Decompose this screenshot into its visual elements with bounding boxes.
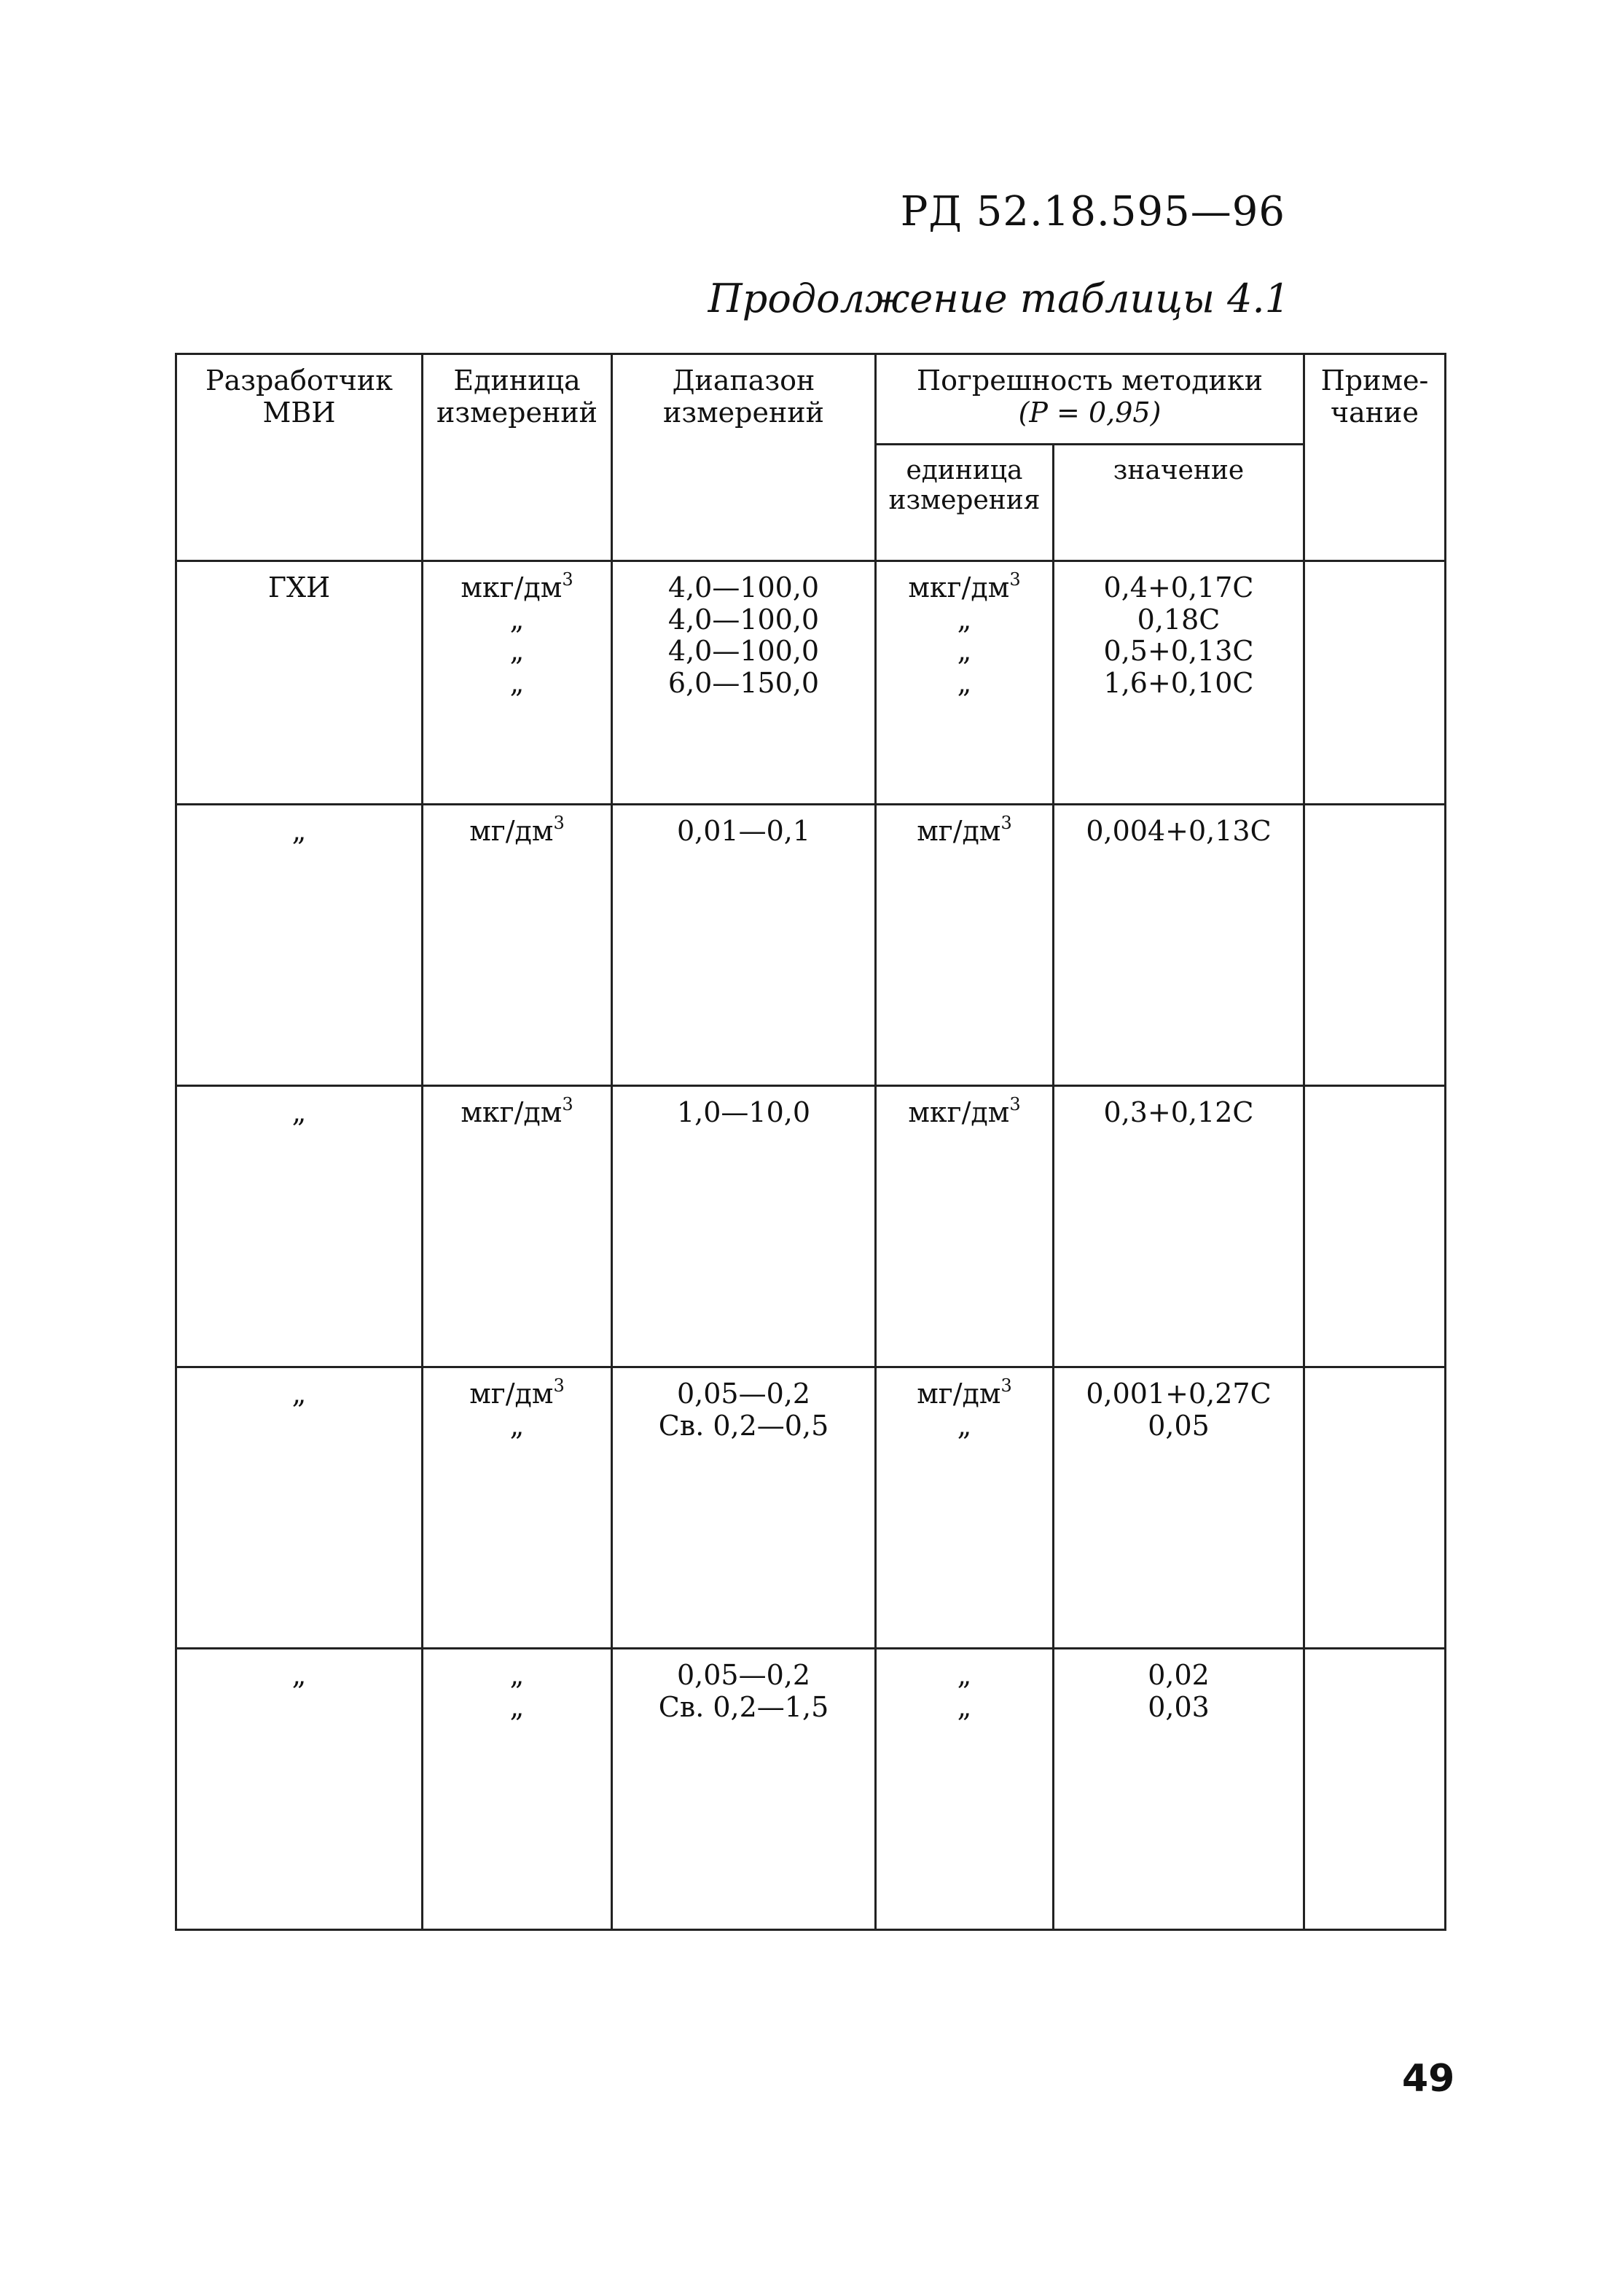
unit-exponent: 3 bbox=[553, 1375, 565, 1396]
cell-note bbox=[1304, 1086, 1446, 1367]
cell-line: „ bbox=[957, 1690, 972, 1723]
cell-line: 4,0—100,0 bbox=[667, 571, 820, 604]
table-row bbox=[176, 1086, 1446, 1367]
cell-error-unit bbox=[876, 805, 1054, 1086]
header-range: Диапазон измерений bbox=[612, 354, 876, 561]
cell-line: „ bbox=[509, 635, 525, 668]
cell-line: мкг/$дм^3$ bbox=[908, 1094, 1021, 1128]
cell-line: „ bbox=[509, 1690, 525, 1723]
unit-exponent: 3 bbox=[1009, 1094, 1021, 1114]
cell-line: 0,01—0,1 bbox=[676, 815, 811, 847]
cell-line: мкг/$дм^3$ bbox=[461, 1094, 573, 1128]
cell-developer bbox=[176, 1086, 423, 1367]
header-developer: Разработчик МВИ bbox=[176, 354, 423, 561]
cell-line: 0,004+0,13С bbox=[1086, 815, 1272, 847]
cell-line: 0,4+0,17С bbox=[1103, 571, 1254, 604]
cell-developer bbox=[176, 1649, 423, 1930]
cell-unit bbox=[423, 561, 612, 805]
cell-developer bbox=[176, 1367, 423, 1649]
cell-line: 0,5+0,13С bbox=[1103, 635, 1254, 668]
table-row bbox=[176, 805, 1446, 1086]
cell-line: „ bbox=[291, 815, 307, 847]
unit-exponent: 3 bbox=[553, 813, 565, 833]
cell-line: 0,05—0,2 bbox=[676, 1378, 811, 1410]
cell-note bbox=[1304, 561, 1446, 805]
cell-error-unit bbox=[876, 1086, 1054, 1367]
cell-line: 0,02 bbox=[1148, 1659, 1210, 1691]
cell-developer bbox=[176, 805, 423, 1086]
cell-line: „ bbox=[957, 635, 972, 668]
cell-line: Св. 0,2—0,5 bbox=[658, 1409, 829, 1442]
cell-line: „ bbox=[957, 1659, 972, 1691]
header-error-unit: единица измерения bbox=[876, 445, 1054, 561]
cell-line: 1,0—10,0 bbox=[676, 1096, 811, 1128]
header-error: Погрешность методики (Р = 0,95) bbox=[876, 354, 1304, 445]
cell-line: 0,05 bbox=[1148, 1409, 1210, 1442]
cell-line: мкг/$дм^3$ bbox=[461, 569, 573, 604]
header-unit: Единица измерений bbox=[423, 354, 612, 561]
cell-unit bbox=[423, 1649, 612, 1930]
unit-exponent: 3 bbox=[1000, 813, 1012, 833]
document-code: РД 52.18.595—96 bbox=[900, 188, 1285, 235]
cell-line: ГХИ bbox=[267, 571, 331, 604]
table-caption: Продолжение таблицы 4.1 bbox=[708, 276, 1290, 321]
header-error-value: значение bbox=[1054, 445, 1304, 561]
cell-error-unit bbox=[876, 1649, 1054, 1930]
unit-exponent: 3 bbox=[562, 1094, 573, 1114]
cell-error-unit bbox=[876, 1367, 1054, 1649]
cell-line: $мг/дм^3$ bbox=[917, 813, 1012, 847]
cell-line: $мг/дм^3$ bbox=[469, 813, 565, 847]
cell-note bbox=[1304, 1367, 1446, 1649]
cell-line: 0,3+0,12С bbox=[1103, 1096, 1254, 1128]
cell-error-value bbox=[1054, 1367, 1304, 1649]
cell-range bbox=[612, 1649, 876, 1930]
cell-line: „ bbox=[957, 603, 972, 636]
cell-error-value bbox=[1054, 561, 1304, 805]
unit-exponent: 3 bbox=[1000, 1375, 1012, 1396]
cell-range bbox=[612, 1367, 876, 1649]
table-row bbox=[176, 1649, 1446, 1930]
cell-error-value bbox=[1054, 805, 1304, 1086]
cell-note bbox=[1304, 805, 1446, 1086]
cell-line: мкг/$дм^3$ bbox=[908, 569, 1021, 604]
cell-line: „ bbox=[291, 1096, 307, 1128]
page-number: 49 bbox=[1402, 2057, 1455, 2101]
cell-line: 0,18С bbox=[1137, 603, 1221, 636]
cell-developer bbox=[176, 561, 423, 805]
cell-note bbox=[1304, 1649, 1446, 1930]
cell-range bbox=[612, 561, 876, 805]
cell-unit bbox=[423, 1367, 612, 1649]
table-row bbox=[176, 1367, 1446, 1649]
cell-line: 0,03 bbox=[1148, 1690, 1210, 1723]
unit-exponent: 3 bbox=[1009, 569, 1021, 590]
cell-line: 6,0—150,0 bbox=[667, 667, 820, 700]
header-note: Приме- чание bbox=[1304, 354, 1446, 561]
cell-line: „ bbox=[957, 1409, 972, 1442]
cell-line: „ bbox=[291, 1659, 307, 1691]
cell-line: „ bbox=[957, 667, 972, 700]
cell-line: 1,6+0,10С bbox=[1103, 667, 1254, 700]
data-table bbox=[175, 353, 1446, 1931]
cell-line: 4,0—100,0 bbox=[667, 635, 820, 668]
cell-line: Св. 0,2—1,5 bbox=[658, 1690, 829, 1723]
table-row bbox=[176, 561, 1446, 805]
cell-line: $мг/дм^3$ bbox=[469, 1375, 565, 1410]
cell-unit bbox=[423, 805, 612, 1086]
cell-line: $мг/дм^3$ bbox=[917, 1375, 1012, 1410]
unit-exponent: 3 bbox=[562, 569, 573, 590]
cell-line: 0,001+0,27С bbox=[1086, 1378, 1272, 1410]
table-body bbox=[176, 561, 1446, 1930]
cell-unit bbox=[423, 1086, 612, 1367]
cell-error-value bbox=[1054, 1649, 1304, 1930]
cell-line: 4,0—100,0 bbox=[667, 603, 820, 636]
cell-error-unit bbox=[876, 561, 1054, 805]
cell-line: „ bbox=[509, 603, 525, 636]
cell-range bbox=[612, 805, 876, 1086]
cell-line: „ bbox=[509, 1659, 525, 1691]
cell-line: „ bbox=[509, 1409, 525, 1442]
cell-range bbox=[612, 1086, 876, 1367]
cell-error-value bbox=[1054, 1086, 1304, 1367]
cell-line: 0,05—0,2 bbox=[676, 1659, 811, 1691]
cell-line: „ bbox=[291, 1378, 307, 1410]
cell-line: „ bbox=[509, 667, 525, 700]
